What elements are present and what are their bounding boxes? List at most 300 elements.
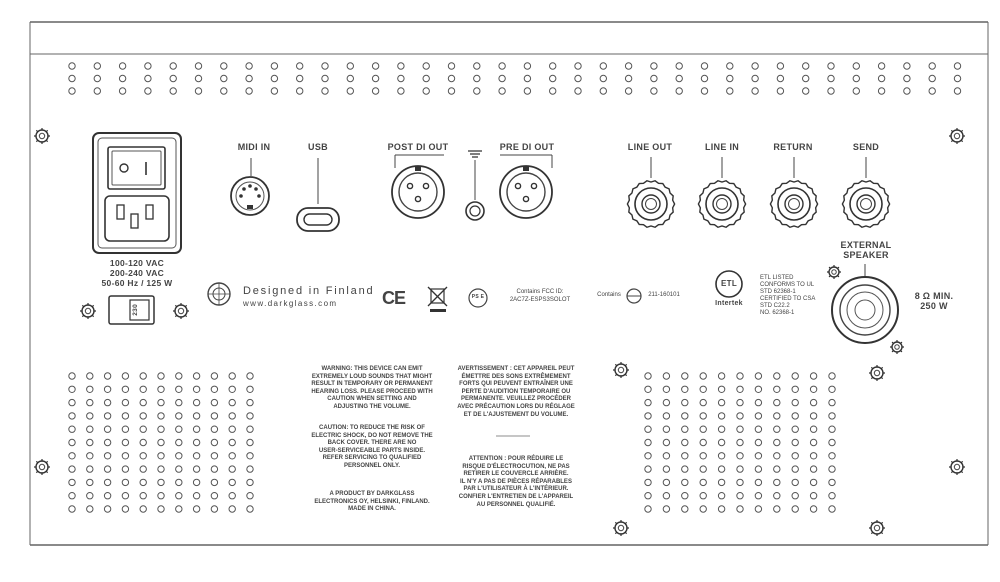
vent-hole — [682, 386, 688, 392]
vent-hole — [423, 88, 429, 94]
vent-hole — [575, 75, 581, 81]
vent-hole — [229, 413, 235, 419]
post-di-out-label: POST DI OUT — [387, 142, 449, 152]
fcc-id-line-1: Contains FCC ID: — [516, 289, 564, 295]
vent-hole — [682, 426, 688, 432]
vent-hole — [247, 479, 253, 485]
vent-hole — [474, 88, 480, 94]
etl-intertek: Intertek — [715, 300, 743, 307]
vent-hole — [774, 506, 780, 512]
vent-hole — [700, 386, 706, 392]
vent-hole — [524, 88, 530, 94]
vent-hole — [94, 88, 100, 94]
vent-hole — [600, 75, 606, 81]
line-in-label: LINE IN — [704, 142, 740, 152]
vent-hole — [193, 493, 199, 499]
english-product-line: ELECTRONICS OY, HELSINKI, FINLAND. — [314, 498, 430, 505]
vent-hole — [229, 399, 235, 405]
vent-hole — [221, 88, 227, 94]
top-vent-holes — [69, 63, 961, 94]
french-caution-line: IL N'Y A PAS DE PIÈCES RÉPARABLES — [460, 478, 572, 485]
vent-hole — [663, 413, 669, 419]
vent-hole — [645, 506, 651, 512]
vent-hole — [69, 439, 75, 445]
vent-hole — [229, 453, 235, 459]
vent-hole — [87, 479, 93, 485]
panel-screw-icon — [890, 340, 904, 354]
bottom-left-vent-holes — [69, 373, 253, 512]
quarter-inch-jack — [698, 157, 745, 227]
vent-hole — [755, 386, 761, 392]
vent-hole — [792, 399, 798, 405]
vent-hole — [122, 453, 128, 459]
vent-hole — [271, 88, 277, 94]
vent-hole — [176, 439, 182, 445]
quarter-inch-jacks — [627, 157, 889, 227]
send-label: SEND — [852, 142, 880, 152]
vent-hole — [829, 506, 835, 512]
ce-mark: CE — [382, 288, 406, 308]
vent-hole — [904, 63, 910, 69]
french-caution-line: AU PERSONNEL QUALIFIÉ. — [476, 501, 556, 508]
vent-hole — [737, 426, 743, 432]
vent-hole — [158, 399, 164, 405]
vent-hole — [645, 466, 651, 472]
vent-hole — [663, 466, 669, 472]
vent-hole — [247, 399, 253, 405]
vent-hole — [372, 63, 378, 69]
panel-screw-icon — [827, 265, 841, 279]
vent-hole — [69, 75, 75, 81]
post-di-xlr-connector — [392, 166, 444, 218]
vent-hole — [229, 466, 235, 472]
vent-hole — [122, 466, 128, 472]
french-caution-line: ATTENTION : POUR RÉDUIRE LE — [468, 456, 564, 462]
english-product-text — [299, 491, 445, 514]
vent-hole — [575, 63, 581, 69]
english-caution-line: CAUTION: TO REDUCE THE RISK OF — [319, 425, 425, 431]
vent-hole — [211, 413, 217, 419]
panel-screw-icon — [869, 520, 885, 536]
vent-hole — [193, 506, 199, 512]
power-switch — [108, 147, 165, 189]
vent-hole — [246, 88, 252, 94]
vent-hole — [69, 506, 75, 512]
quarter-inch-jack — [627, 157, 674, 227]
vent-hole — [94, 75, 100, 81]
vent-hole — [372, 75, 378, 81]
vent-hole — [752, 88, 758, 94]
vent-hole — [829, 466, 835, 472]
vent-hole — [737, 479, 743, 485]
fcc-id-line-2: 2AC7Z-ESPS3SOLOT — [509, 297, 571, 303]
vent-hole — [398, 88, 404, 94]
vent-hole — [104, 493, 110, 499]
vent-hole — [69, 493, 75, 499]
vent-hole — [119, 63, 125, 69]
vent-hole — [853, 88, 859, 94]
french-warning-line: AVEC PRÉCAUTION LORS DU RÉGLAGE — [457, 403, 575, 410]
vent-hole — [247, 439, 253, 445]
vent-hole — [524, 63, 530, 69]
vent-hole — [87, 453, 93, 459]
vent-hole — [575, 88, 581, 94]
vent-hole — [211, 399, 217, 405]
vent-hole — [247, 466, 253, 472]
vent-hole — [140, 399, 146, 405]
vent-hole — [737, 399, 743, 405]
vent-hole — [737, 373, 743, 379]
vent-hole — [297, 88, 303, 94]
vent-hole — [645, 413, 651, 419]
vent-hole — [158, 479, 164, 485]
french-warning-line: FORTS QUI PEUVENT ENTRAÎNER UNE — [459, 381, 573, 388]
vent-hole — [810, 426, 816, 432]
vent-hole — [104, 506, 110, 512]
vent-hole — [700, 413, 706, 419]
vent-hole — [737, 453, 743, 459]
vent-hole — [158, 493, 164, 499]
vent-hole — [229, 386, 235, 392]
vent-hole — [145, 88, 151, 94]
usb-c-port — [297, 208, 339, 231]
vent-hole — [755, 466, 761, 472]
vent-hole — [195, 63, 201, 69]
vent-hole — [828, 88, 834, 94]
vent-hole — [170, 75, 176, 81]
vent-hole — [193, 453, 199, 459]
vent-hole — [792, 426, 798, 432]
vent-hole — [625, 75, 631, 81]
vent-hole — [792, 479, 798, 485]
pre-di-out-label: PRE DI OUT — [499, 142, 555, 152]
vent-hole — [904, 88, 910, 94]
english-caution-text — [299, 425, 445, 471]
vent-hole — [718, 479, 724, 485]
ic-symbol — [627, 289, 641, 303]
etl-cert-line-4: CERTIFIED TO CSA — [760, 296, 816, 302]
vent-hole — [140, 426, 146, 432]
vent-hole — [737, 439, 743, 445]
vent-hole — [878, 75, 884, 81]
vent-hole — [829, 453, 835, 459]
vent-hole — [810, 386, 816, 392]
vent-hole — [651, 63, 657, 69]
vent-hole — [803, 63, 809, 69]
vent-hole — [803, 88, 809, 94]
vent-hole — [104, 479, 110, 485]
vent-hole — [954, 88, 960, 94]
vent-hole — [158, 386, 164, 392]
vent-hole — [701, 88, 707, 94]
vent-hole — [211, 479, 217, 485]
vent-hole — [727, 88, 733, 94]
vent-hole — [247, 413, 253, 419]
vent-hole — [229, 373, 235, 379]
vent-hole — [752, 63, 758, 69]
midi-in-label: MIDI IN — [237, 142, 271, 152]
vent-hole — [347, 75, 353, 81]
vent-hole — [176, 479, 182, 485]
vent-hole — [499, 63, 505, 69]
vent-hole — [774, 399, 780, 405]
vent-hole — [600, 88, 606, 94]
vent-hole — [211, 506, 217, 512]
vent-hole — [828, 75, 834, 81]
vent-hole — [645, 386, 651, 392]
vent-hole — [247, 506, 253, 512]
vent-hole — [810, 479, 816, 485]
vent-hole — [104, 399, 110, 405]
vent-hole — [140, 373, 146, 379]
panel-screw-icon — [869, 365, 885, 381]
vent-hole — [682, 506, 688, 512]
vent-hole — [682, 466, 688, 472]
vent-hole — [727, 75, 733, 81]
vent-hole — [755, 453, 761, 459]
vent-hole — [727, 63, 733, 69]
vent-hole — [104, 373, 110, 379]
french-caution-line: CONFIER L'ENTRETIEN DE L'APPAREIL — [458, 493, 574, 500]
english-warning-line: ADJUSTING THE VOLUME. — [333, 403, 411, 410]
vent-hole — [645, 439, 651, 445]
vent-hole — [140, 479, 146, 485]
vent-hole — [211, 373, 217, 379]
vent-hole — [69, 373, 75, 379]
english-product-line: A PRODUCT BY DARKGLASS — [329, 491, 415, 497]
vent-hole — [663, 506, 669, 512]
vent-hole — [297, 75, 303, 81]
vent-hole — [645, 426, 651, 432]
vent-hole — [682, 439, 688, 445]
vent-hole — [297, 63, 303, 69]
vent-hole — [737, 413, 743, 419]
pre-di-xlr-connector — [500, 166, 552, 218]
vent-hole — [347, 88, 353, 94]
vent-hole — [176, 466, 182, 472]
vent-hole — [954, 63, 960, 69]
vent-hole — [718, 439, 724, 445]
vent-hole — [221, 75, 227, 81]
voltage-selector-label[interactable]: 230 — [132, 304, 139, 316]
etl-cert-line-6: NO. 62368-1 — [760, 310, 795, 316]
vent-hole — [448, 63, 454, 69]
vent-hole — [700, 399, 706, 405]
vent-hole — [69, 466, 75, 472]
vent-hole — [119, 75, 125, 81]
vent-hole — [803, 75, 809, 81]
vent-hole — [625, 63, 631, 69]
vent-hole — [499, 88, 505, 94]
vent-hole — [810, 399, 816, 405]
quarter-inch-jack — [770, 157, 817, 227]
english-warning-line: HEARING LOSS. PLEASE PROCEED WITH — [311, 388, 433, 395]
vent-hole — [954, 75, 960, 81]
vent-hole — [792, 373, 798, 379]
vent-hole — [229, 493, 235, 499]
panel-screw-icon — [173, 303, 189, 319]
vent-hole — [87, 399, 93, 405]
vent-hole — [69, 426, 75, 432]
english-warning-line: RESULT IN TEMPORARY OR PERMANENT — [311, 381, 433, 388]
vent-hole — [718, 493, 724, 499]
vent-hole — [682, 493, 688, 499]
vent-hole — [663, 479, 669, 485]
vent-hole — [829, 373, 835, 379]
vent-hole — [755, 506, 761, 512]
vent-hole — [755, 439, 761, 445]
vent-hole — [145, 75, 151, 81]
vent-hole — [158, 506, 164, 512]
vent-hole — [119, 88, 125, 94]
vent-hole — [718, 399, 724, 405]
vent-hole — [247, 493, 253, 499]
vent-hole — [122, 373, 128, 379]
etl-cert-line-1: ETL LISTED — [760, 275, 794, 281]
english-product-line: MADE IN CHINA. — [348, 506, 396, 513]
vent-hole — [211, 493, 217, 499]
vent-hole — [774, 426, 780, 432]
vent-hole — [104, 439, 110, 445]
vent-hole — [423, 63, 429, 69]
vent-hole — [718, 386, 724, 392]
midi-in-connector — [231, 177, 269, 215]
french-caution-line: RISQUE D'ÉLECTROCUTION, NE PAS — [462, 463, 570, 470]
vent-hole — [600, 63, 606, 69]
vent-hole — [663, 439, 669, 445]
vent-hole — [700, 439, 706, 445]
english-warning-line: WARNING: THIS DEVICE CAN EMIT — [321, 366, 423, 372]
vent-hole — [474, 75, 480, 81]
vent-hole — [193, 439, 199, 445]
vent-hole — [777, 63, 783, 69]
vent-hole — [737, 506, 743, 512]
vent-hole — [499, 75, 505, 81]
vent-hole — [122, 506, 128, 512]
voltage-line-1: 100-120 VAC — [109, 258, 165, 268]
vent-hole — [176, 506, 182, 512]
return-label: RETURN — [773, 142, 813, 152]
iec-socket — [105, 196, 169, 241]
vent-hole — [448, 75, 454, 81]
etl-cert-line-3: STD 62368-1 — [760, 289, 796, 295]
vent-hole — [755, 479, 761, 485]
english-warning-line: EXTREMELY LOUD SOUNDS THAT MIGHT — [311, 373, 433, 380]
vent-hole — [700, 453, 706, 459]
vent-hole — [193, 373, 199, 379]
vent-hole — [682, 399, 688, 405]
vent-hole — [774, 453, 780, 459]
vent-hole — [170, 88, 176, 94]
vent-hole — [193, 466, 199, 472]
english-caution-line: ELECTRIC SHOCK, DO NOT REMOVE THE — [311, 432, 433, 439]
vent-hole — [774, 413, 780, 419]
vent-hole — [701, 75, 707, 81]
vent-hole — [193, 479, 199, 485]
vent-hole — [122, 386, 128, 392]
vent-hole — [810, 493, 816, 499]
vent-hole — [810, 439, 816, 445]
vent-hole — [829, 386, 835, 392]
english-caution-line: USER-SERVICEABLE PARTS INSIDE. — [318, 447, 426, 454]
usb-label: USB — [308, 142, 328, 152]
vent-hole — [158, 426, 164, 432]
vent-hole — [145, 63, 151, 69]
panel-screw-icon — [80, 303, 96, 319]
ground-lift-switch — [466, 151, 484, 220]
etl-cert-line-5: STD C22.2 — [760, 303, 790, 309]
vent-hole — [550, 75, 556, 81]
vent-hole — [829, 439, 835, 445]
vent-hole — [682, 373, 688, 379]
vent-hole — [718, 466, 724, 472]
english-warning-line: CAUTION WHEN SETTING AND — [327, 396, 417, 403]
vent-hole — [122, 493, 128, 499]
vent-hole — [828, 63, 834, 69]
vent-hole — [69, 88, 75, 94]
vent-hole — [229, 479, 235, 485]
vent-hole — [774, 439, 780, 445]
external-speaker-label-2: SPEAKER — [843, 250, 889, 260]
vent-hole — [829, 399, 835, 405]
vent-hole — [176, 413, 182, 419]
voltage-line-2: 200-240 VAC — [109, 268, 165, 278]
vent-hole — [87, 493, 93, 499]
vent-hole — [158, 373, 164, 379]
pse-text: PS E — [471, 294, 485, 300]
vent-hole — [247, 426, 253, 432]
vent-hole — [158, 413, 164, 419]
french-warning-line: ET DE L'AJUSTEMENT DU VOLUME. — [463, 411, 569, 418]
vent-hole — [792, 506, 798, 512]
vent-hole — [718, 373, 724, 379]
vent-hole — [176, 386, 182, 392]
vent-hole — [347, 63, 353, 69]
panel-screw-icon — [613, 520, 629, 536]
etl-logo-text: ETL — [720, 279, 738, 288]
french-caution-line: PAR L'UTILISATEUR À L'INTÉRIEUR. — [463, 486, 569, 493]
french-caution-text — [443, 456, 589, 509]
vent-hole — [829, 426, 835, 432]
vent-hole — [69, 479, 75, 485]
vent-hole — [752, 75, 758, 81]
weee-symbol — [428, 287, 447, 312]
vent-hole — [322, 88, 328, 94]
french-warning-line: AVERTISSEMENT : CET APPAREIL PEUT — [457, 366, 575, 372]
vent-hole — [69, 63, 75, 69]
vent-hole — [774, 493, 780, 499]
vent-hole — [755, 373, 761, 379]
vent-hole — [211, 426, 217, 432]
panel-screw-icon — [949, 459, 965, 475]
vent-hole — [651, 75, 657, 81]
vent-hole — [792, 466, 798, 472]
english-caution-line: PERSONNEL ONLY. — [343, 462, 400, 469]
vent-hole — [247, 373, 253, 379]
quarter-inch-jack — [842, 157, 889, 227]
vent-hole — [810, 466, 816, 472]
vent-hole — [718, 426, 724, 432]
vent-hole — [474, 63, 480, 69]
line-out-label: LINE OUT — [627, 142, 673, 152]
vent-hole — [246, 75, 252, 81]
vent-hole — [122, 439, 128, 445]
vent-hole — [195, 75, 201, 81]
vent-hole — [122, 413, 128, 419]
vent-hole — [158, 439, 164, 445]
vent-hole — [69, 413, 75, 419]
vent-hole — [777, 75, 783, 81]
